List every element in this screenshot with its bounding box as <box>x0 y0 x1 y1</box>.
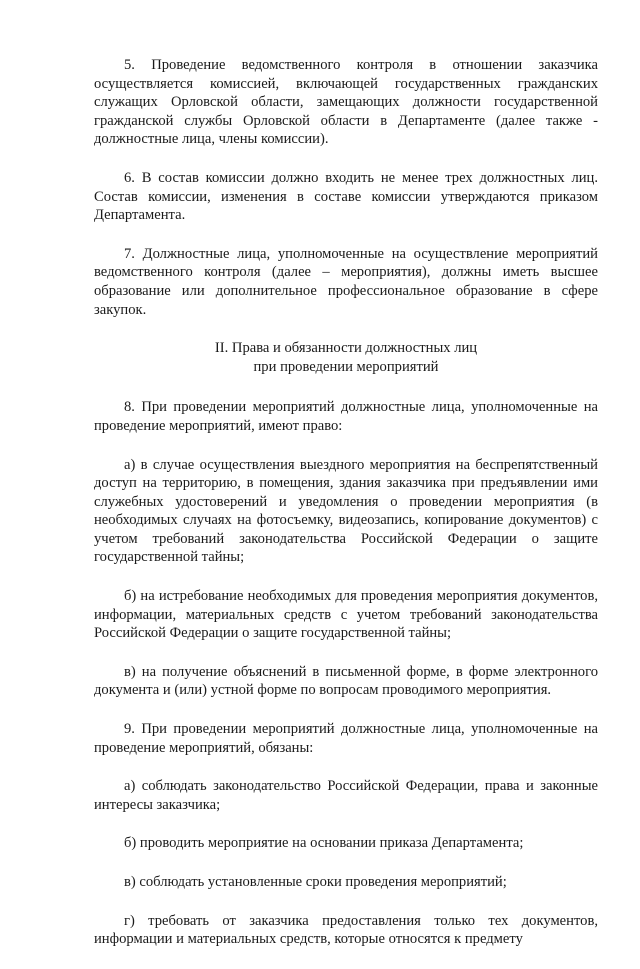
paragraph-8a: а) в случае осуществления выездного мероприятия на беспрепятственный доступ на территорию, в помещения, здания заказчика при предъявлении ими служебных удостоверений и уведомления о проведении мероприятия (в необходимых случаях на фотосъемку, видеозапись, копирование документов) с учетом требований законодательства Российской Федерации о защите государственной тайны; <box>94 456 598 566</box>
section-heading-line-1: II. Права и обязанности должностных лиц <box>214 340 478 357</box>
paragraph-8c: в) на получение объяснений в письменной форме, в форме электронного документа и (или) устной форме по вопросам проводимого мероприятия. <box>94 663 598 699</box>
paragraph-9c: в) соблюдать установленные сроки проведения мероприятий; <box>124 874 507 890</box>
paragraph-8: 8. При проведении мероприятий должностные лица, уполномоченные на проведение мероприятий, имеют право: <box>94 399 598 434</box>
paragraph-5: 5. Проведение ведомственного контроля в отношении заказчика осуществляется комиссией, включающей государственных гражданских служащих Орловской области, замещающих должности государственной гражданской службы Орловской области в Департаменте (далее также - должностные лица, члены комиссии). <box>94 57 598 148</box>
document-body <box>94 56 598 969</box>
paragraph-6: 6. В состав комиссии должно входить не менее трех должностных лиц. Состав комиссии, изменения в составе комиссии утверждаются приказом Департамента. <box>94 169 598 224</box>
section-heading <box>94 339 598 376</box>
paragraph-9a: а) соблюдать законодательство Российской Федерации, права и законные интересы заказчика; <box>94 778 598 813</box>
paragraph-8b: б) на истребование необходимых для проведения мероприятия документов, информации, материальных средств с учетом требований законодательства Российской Федерации о защите государственной тайны; <box>94 588 598 642</box>
paragraph-9: 9. При проведении мероприятий должностные лица, уполномоченные на проведение мероприятий, обязаны: <box>94 721 598 756</box>
section-heading-line-2: при проведении мероприятий <box>253 358 439 375</box>
paragraph-7: 7. Должностные лица, уполномоченные на осуществление мероприятий ведомственного контроля (далее – мероприятия), должны иметь высшее образование или дополнительное профессиональное образование в сфере закупок. <box>94 245 598 318</box>
paragraph-9b: б) проводить мероприятие на основании приказа Департамента; <box>124 835 524 852</box>
paragraph-9d: г) требовать от заказчика предоставления только тех документов, информации и материальных средств, которые относятся к предмету <box>94 912 598 948</box>
